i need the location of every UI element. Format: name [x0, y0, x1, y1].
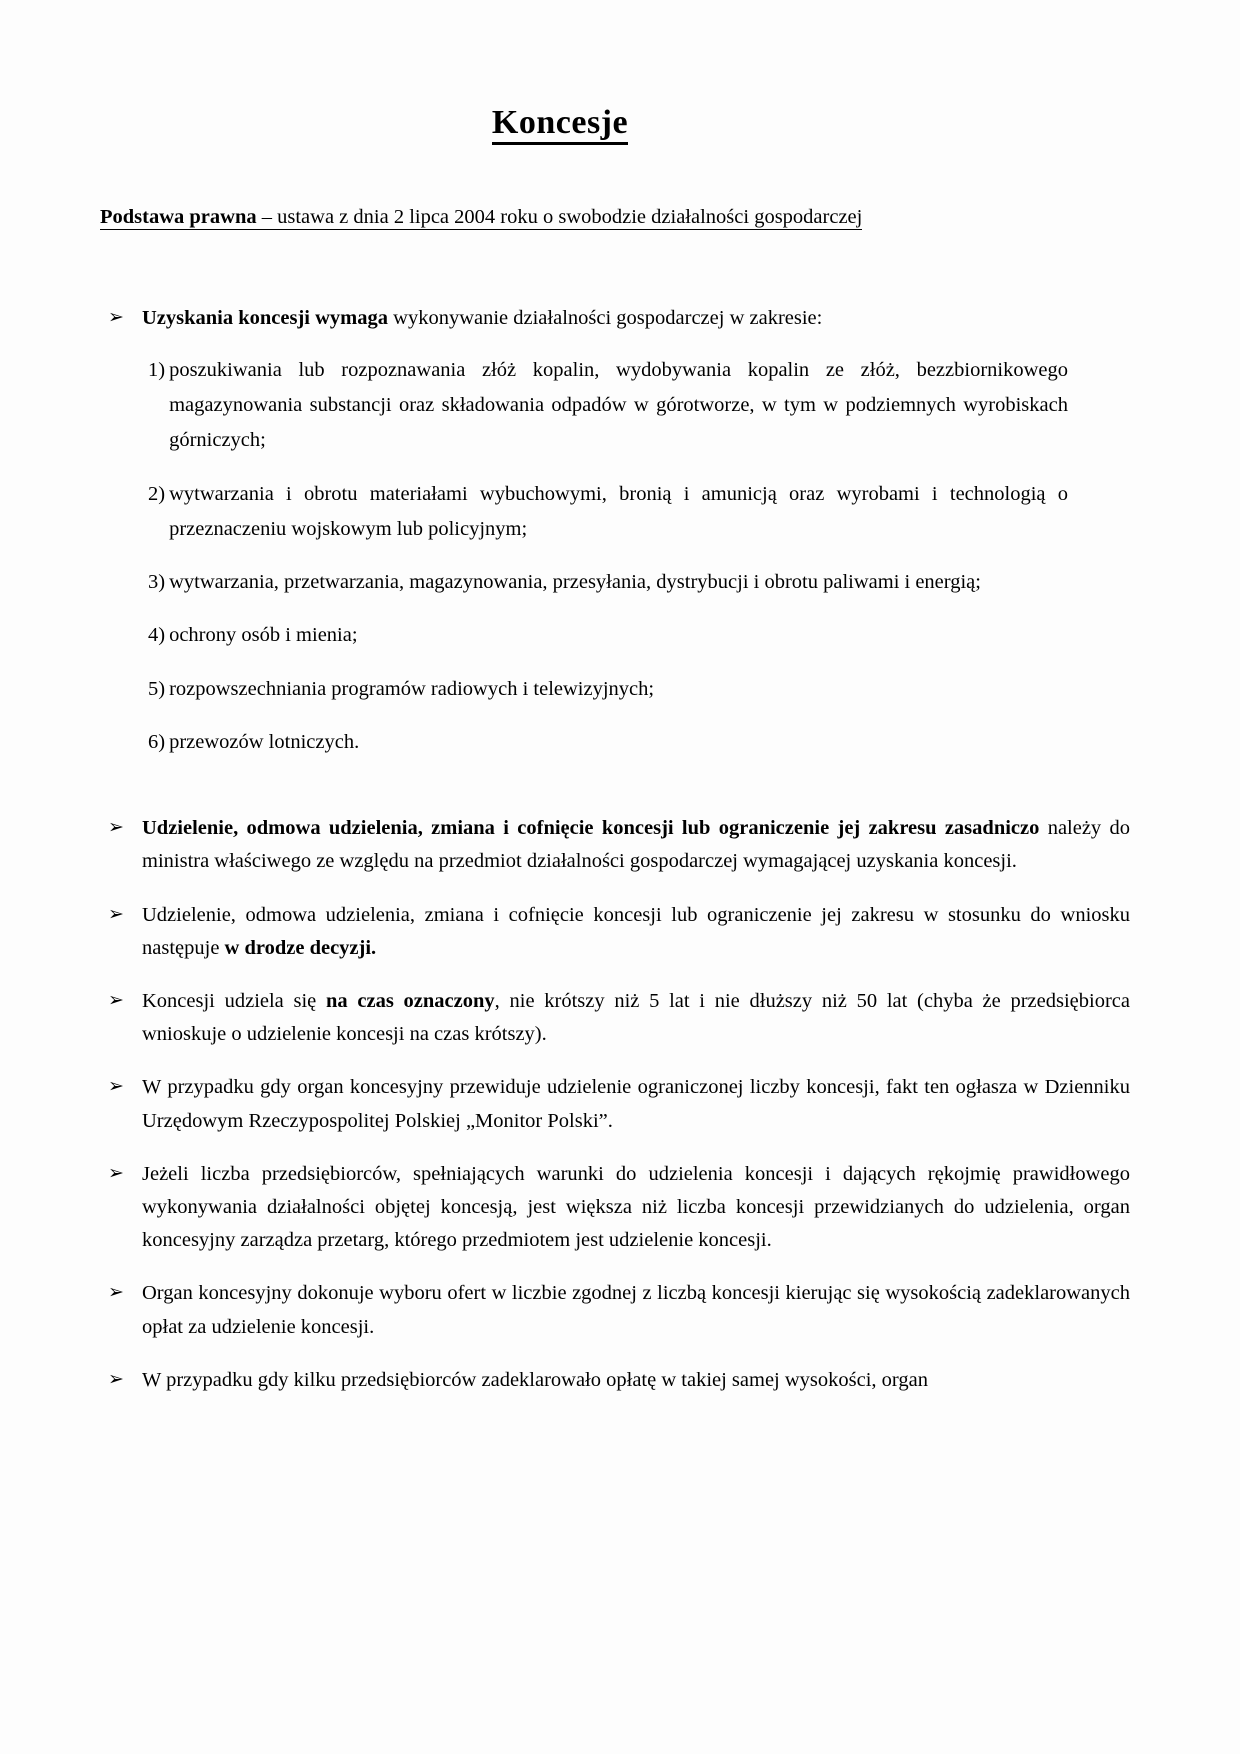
list-item	[148, 725, 1068, 760]
legal-basis-label: Podstawa prawna	[100, 206, 257, 228]
arrow-bullet-icon: ➢	[108, 1367, 124, 1390]
arrow-bullet-icon: ➢	[108, 816, 124, 839]
legal-basis-line	[100, 204, 1130, 232]
list-item	[148, 477, 1068, 548]
bullet-item	[100, 985, 1130, 1051]
bullet-bold-lead: Udzielenie, odmowa udzielenia, zmiana i cofnięcie koncesji lub ograniczenie jej zakresu zasadniczo	[142, 817, 1040, 840]
page-title-text: Koncesje	[492, 104, 628, 145]
list-item	[148, 353, 1068, 459]
bullet-bold-tail: w drodze decyzji.	[224, 936, 377, 959]
bullet-bold-mid: na czas oznaczony	[326, 989, 495, 1012]
list-item-text: ochrony osób i mienia;	[169, 624, 358, 647]
list-item	[148, 672, 1068, 707]
arrow-bullet-icon: ➢	[108, 988, 124, 1011]
bullet-text	[142, 899, 1130, 965]
bullet-intro-text	[142, 302, 1130, 335]
document-content	[100, 0, 1130, 1397]
bullet-intro-bold: Uzyskania koncesji wymaga	[142, 306, 389, 329]
page-title	[100, 0, 1130, 142]
bullet-item	[100, 1364, 1130, 1397]
arrow-bullet-icon: ➢	[108, 1281, 124, 1304]
bullet-text	[142, 985, 1130, 1051]
list-item-text: wytwarzania, przetwarzania, magazynowania, przesyłania, dystrybucji i obrotu paliwami i energią;	[169, 571, 981, 594]
bullet-text: W przypadku gdy kilku przedsiębiorców zadeklarowało opłatę w takiej samej wysokości, organ	[142, 1368, 928, 1391]
bullet-text: W przypadku gdy organ koncesyjny przewiduje udzielenie ograniczonej liczby koncesji, fakt ten ogłasza w Dzienniku Urzędowym Rzeczypospolitej Polskiej „Monitor Polski”.	[142, 1076, 1130, 1132]
list-item	[148, 565, 1068, 600]
list-item-text: poszukiwania lub rozpoznawania złóż kopalin, wydobywania kopalin ze złóż, bezzbiornikowego magazynowania substancji oraz składowania odpadów w górotworze, w tym w podziemnych wyrobiskach górniczych;	[169, 358, 1068, 452]
bullet-item	[100, 1071, 1130, 1137]
bullet-item	[100, 1158, 1130, 1258]
arrow-bullet-icon: ➢	[108, 902, 124, 925]
list-item-marker: 5)	[148, 677, 166, 700]
arrow-bullet-icon: ➢	[108, 1075, 124, 1098]
list-item-marker: 2)	[148, 482, 166, 505]
list-item-text: rozpowszechniania programów radiowych i telewizyjnych;	[169, 677, 655, 700]
bullet-text: Jeżeli liczba przedsiębiorców, spełniających warunki do udzielenia koncesji i dających rękojmię prawidłowego wykonywania działalności objętej koncesją, jest większa niż liczba koncesji przewidzianych do udzielenia, organ koncesyjny zarządza przetarg, którego przedmiotem jest udzielenie koncesji.	[142, 1162, 1130, 1252]
bullet-rest: należy do ministra właściwego ze względu na przedmiot działalności gospodarczej wymagającej uzyskania koncesji.	[142, 817, 1131, 873]
list-item-marker: 1)	[148, 358, 166, 381]
bullet-lead: Udzielenie, odmowa udzielenia, zmiana i cofnięcie koncesji lub ograniczenie jej zakresu w stosunku do wniosku następuje	[142, 903, 1130, 959]
bullet-item	[100, 1277, 1130, 1343]
bullet-intro-rest: wykonywanie działalności gospodarczej w zakresie:	[388, 306, 823, 329]
bullet-intro	[100, 302, 1130, 335]
list-item-text: wytwarzania i obrotu materiałami wybuchowymi, bronią i amunicją oraz wyrobami i technologią o przeznaczeniu wojskowym lub policyjnym;	[169, 482, 1068, 540]
numbered-list	[148, 353, 1068, 760]
list-item-marker: 6)	[148, 730, 166, 753]
list-item	[148, 618, 1068, 653]
bullet-tail: , nie krótszy niż 5 lat i nie dłuższy niż 50 lat (chyba że przedsiębiorca wnioskuje o udzielenie koncesji na czas krótszy).	[142, 989, 1130, 1046]
bullet-item	[100, 899, 1130, 965]
bullet-text	[142, 812, 1130, 878]
list-item-marker: 3)	[148, 571, 166, 594]
arrow-bullet-icon: ➢	[108, 305, 124, 328]
list-item-text: przewozów lotniczych.	[169, 730, 360, 753]
bullet-item	[100, 812, 1130, 878]
bullet-text: Organ koncesyjny dokonuje wyboru ofert w liczbie zgodnej z liczbą koncesji kierując się wysokością zadeklarowanych opłat za udzielenie koncesji.	[142, 1282, 1130, 1338]
list-item-marker: 4)	[148, 624, 166, 647]
bullet-lead: Koncesji udziela się	[142, 989, 327, 1012]
arrow-bullet-icon: ➢	[108, 1161, 124, 1184]
legal-basis-rest: – ustawa z dnia 2 lipca 2004 roku o swobodzie działalności gospodarczej	[256, 206, 863, 228]
